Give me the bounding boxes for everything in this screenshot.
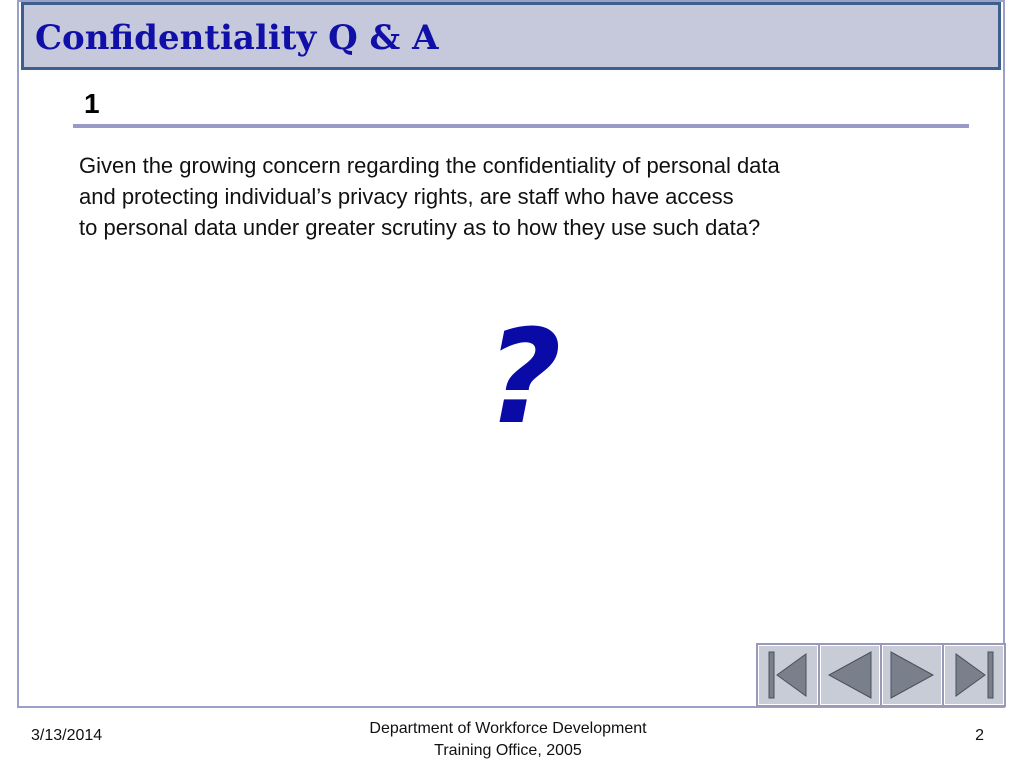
skip-last-icon — [952, 649, 996, 701]
question-line: Given the growing concern regarding the confidentiality of personal data — [79, 153, 780, 178]
question-line: and protecting individual’s privacy rights, are staff who have access — [79, 184, 734, 209]
previous-slide-button[interactable] — [819, 644, 881, 706]
question-number: 1 — [84, 88, 100, 119]
page-number: 2 — [975, 727, 984, 744]
skip-first-icon — [766, 649, 810, 701]
last-slide-button[interactable] — [943, 644, 1005, 706]
question-line: to personal data under greater scrutiny as to how they use such data? — [79, 215, 761, 240]
question-mark-graphic: ? — [486, 301, 562, 453]
triangle-right-icon — [887, 649, 937, 701]
title-bar — [21, 2, 1001, 70]
footer-organization-line: Training Office, 2005 — [434, 742, 582, 759]
question-text — [79, 150, 959, 243]
footer-date: 3/13/2014 — [31, 727, 103, 744]
triangle-left-icon — [825, 649, 875, 701]
next-slide-button[interactable] — [881, 644, 943, 706]
slide-title: Confidentiality Q & A — [35, 18, 439, 58]
divider-rule — [73, 124, 969, 128]
footer-organization-line: Department of Workforce Development — [369, 720, 647, 737]
first-slide-button[interactable] — [757, 644, 819, 706]
slide-navigation — [756, 643, 1006, 707]
footer-organization — [300, 718, 716, 762]
